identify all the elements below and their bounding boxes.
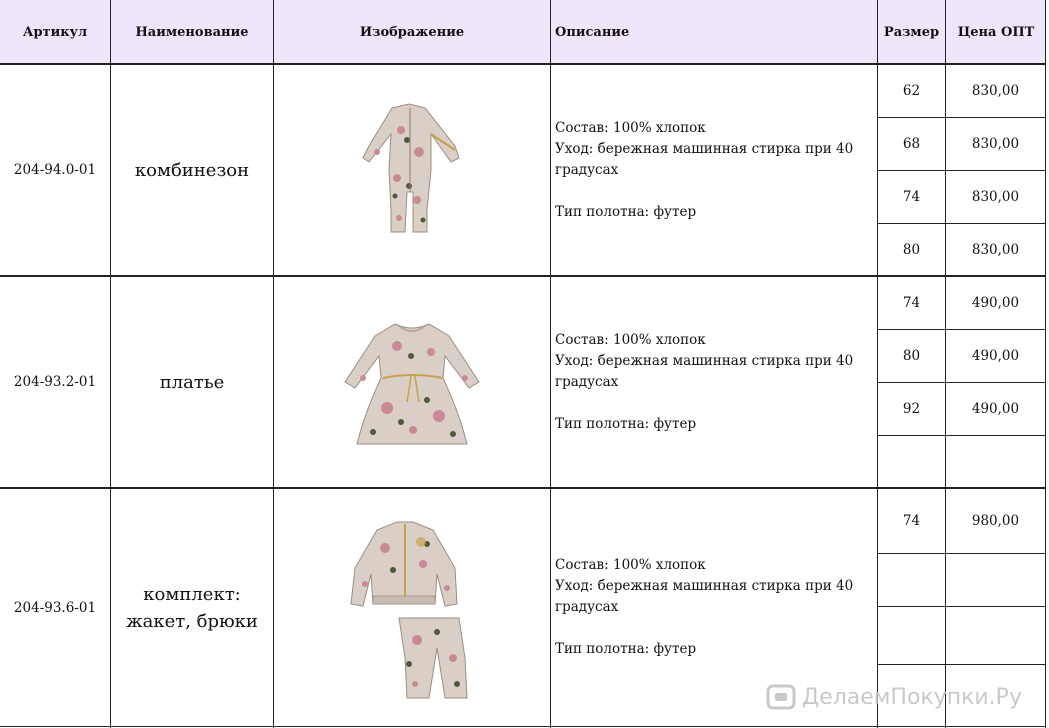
- fabric-text: Тип полотна: футер: [555, 641, 697, 657]
- size-cell: 74: [902, 295, 921, 311]
- watermark-text: ДелаемПокупки.Ру: [802, 684, 1022, 710]
- header-article: Артикул: [0, 0, 110, 64]
- size-cell: [878, 436, 945, 487]
- name-line: комбинезон: [134, 159, 250, 181]
- header-size: Размер: [878, 0, 945, 64]
- price-cell: 830,00: [971, 83, 1020, 99]
- dress-image: [327, 312, 497, 452]
- cart-logo-icon: [766, 682, 796, 712]
- header-image: Изображение: [274, 0, 550, 64]
- size-cell: 68: [902, 136, 921, 152]
- care-text: Уход: бережная машинная стирка при 40: [555, 352, 854, 369]
- price-cell: 980,00: [971, 513, 1020, 529]
- size-cell: 80: [902, 348, 921, 364]
- jacket-pants-set-image: [337, 508, 487, 708]
- price-cell: 490,00: [971, 401, 1020, 417]
- name-line: комплект:: [143, 583, 241, 605]
- product-image-cell: [274, 489, 550, 726]
- header-name: Наименование: [111, 0, 273, 64]
- watermark: [766, 682, 1022, 712]
- fabric-text: Тип полотна: футер: [555, 203, 697, 220]
- size-cell: [878, 554, 945, 606]
- article-cell: 204-93.6-01: [13, 599, 97, 616]
- price-cell: 490,00: [971, 295, 1020, 311]
- description-cell: [551, 277, 877, 487]
- size-cell: 62: [902, 83, 921, 99]
- row-divider: [0, 726, 1046, 727]
- price-cell: 830,00: [971, 136, 1020, 152]
- care-text-cont: градусах: [555, 373, 619, 390]
- name-line: платье: [159, 371, 225, 393]
- composition-text: Состав: 100% хлопок: [555, 331, 706, 348]
- name-cell: [111, 65, 273, 275]
- size-cell: 74: [902, 189, 921, 205]
- care-text: Уход: бережная машинная стирка при 40: [555, 140, 854, 157]
- price-cell: [946, 554, 1045, 606]
- name-line: жакет, брюки: [126, 610, 258, 632]
- composition-text: Состав: 100% хлопок: [555, 119, 706, 136]
- article-cell: 204-94.0-01: [13, 162, 97, 178]
- fabric-text: Тип полотна: футер: [555, 415, 697, 432]
- size-cell: [878, 607, 945, 664]
- price-cell: [946, 436, 1045, 487]
- price-cell: 490,00: [971, 348, 1020, 364]
- article-cell: 204-93.2-01: [13, 374, 97, 390]
- product-image-cell: [274, 277, 550, 487]
- size-cell: 74: [902, 513, 921, 529]
- size-cell: 80: [902, 241, 921, 258]
- column-divider: [1045, 0, 1046, 728]
- price-cell: 830,00: [971, 241, 1020, 258]
- care-text-cont: градусах: [555, 599, 619, 615]
- header-price: Цена ОПТ: [946, 0, 1046, 64]
- product-image-cell: [274, 65, 550, 275]
- description-cell: [551, 65, 877, 275]
- name-cell: [111, 489, 273, 726]
- care-text: Уход: бережная машинная стирка при 40: [555, 578, 854, 594]
- price-cell: 830,00: [971, 189, 1020, 205]
- care-text-cont: градусах: [555, 161, 619, 178]
- romper-image: [347, 100, 477, 240]
- header-description: Описание: [551, 0, 877, 64]
- size-cell: 92: [902, 401, 921, 417]
- name-cell: [111, 277, 273, 487]
- composition-text: Состав: 100% хлопок: [555, 557, 706, 573]
- price-cell: [946, 607, 1045, 664]
